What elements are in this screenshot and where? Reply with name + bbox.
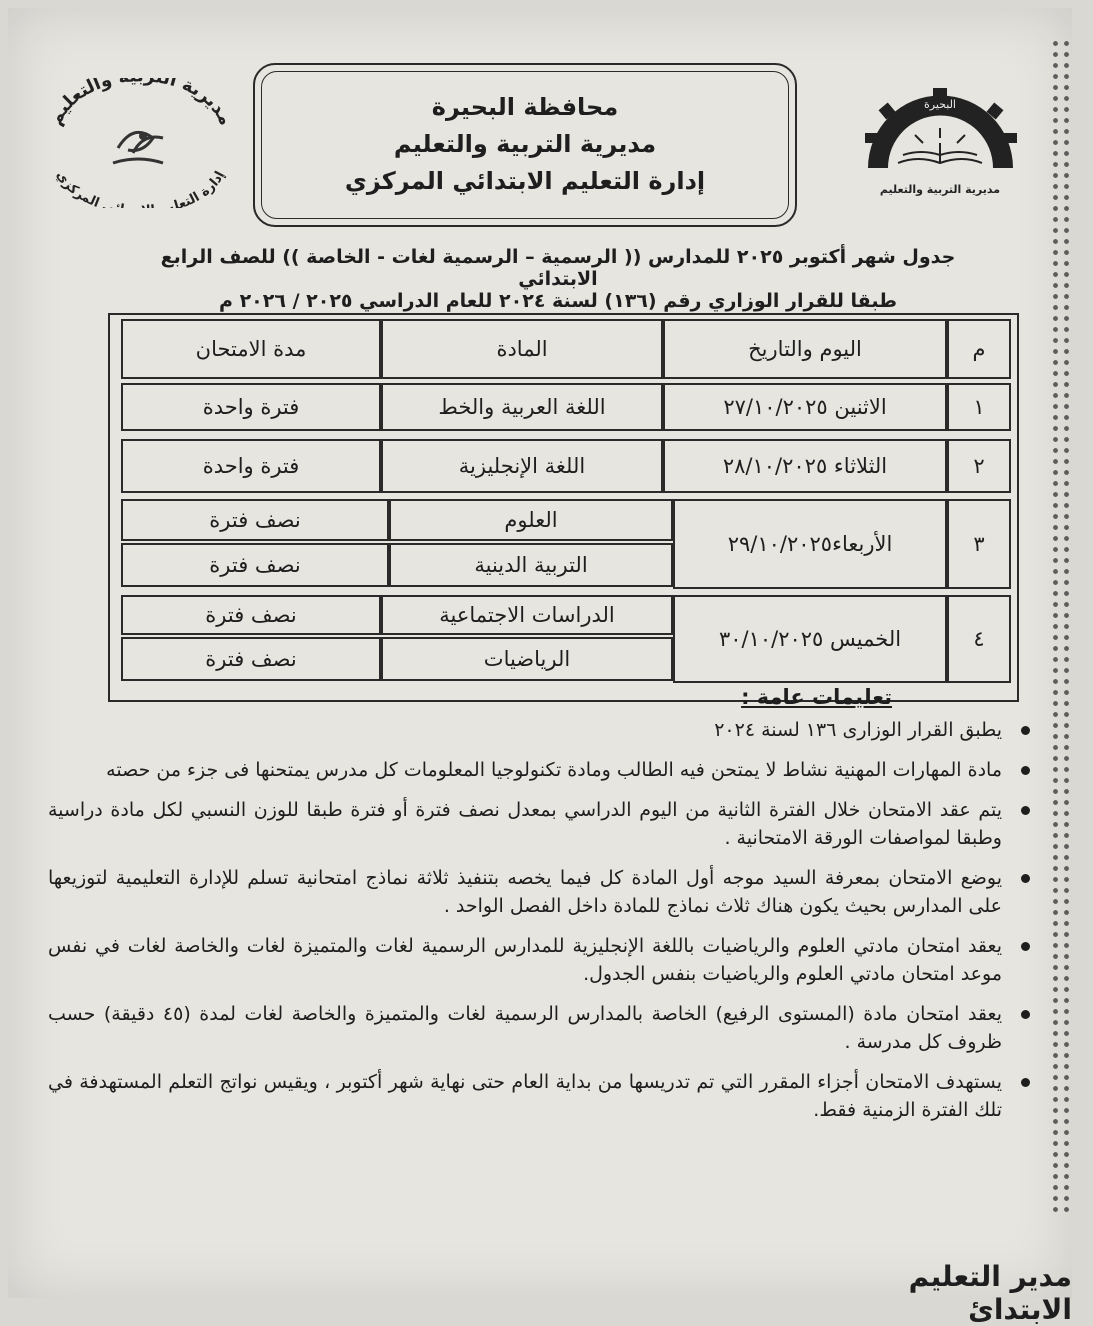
instructions-title: تعليمات عامة : [741,685,892,709]
svg-text:البحيرة: البحيرة [924,98,956,111]
left-logo [38,78,238,208]
instructions-list [48,716,1032,1136]
instruction-item: يعقد امتحان مادة (المستوى الرفيع) الخاصة بالمدارس الرسمية لغات والمتميزة والخاصة لغات لمدة (٤٥ دقيقة) حسب ظروف كل مدرسة . [48,1000,1032,1056]
svg-text:مديرية التربية والتعليم: مديرية ال والتعليم [44,78,237,129]
instruction-item: يطبق القرار الوزارى ١٣٦ لسنة ٢٠٢٤ [48,716,1032,744]
gear-book-emblem-icon [853,83,1028,203]
bullet-icon [1021,1010,1030,1019]
instruction-item: يستهدف الامتحان أجزاء المقرر التي تم تدريسها من بداية العام حتى نهاية شهر أكتوبر ، ويقيس نواتج التعلم المستهدفة في تلك الفترة الزمنية فقط. [48,1068,1032,1124]
row-4a-duration: نصف فترة [121,595,381,635]
schedule-title [128,246,988,312]
bullet-icon [1021,942,1030,951]
instruction-item: يتم عقد الامتحان خلال الفترة الثانية من اليوم الدراسي بمعدل نصف فترة أو فترة طبقا للوزن النسبي لكل مادة دراسية وطبقا لمواصفات الورقة الامتحانية . [48,796,1032,852]
row-1-subject: اللغة العربية والخط [381,383,663,431]
row-4b-duration: نصف فترة [121,637,381,681]
svg-text:إدارة التعليم الابتدائي المركز: إدارة التعلي ي المركزي [52,168,229,208]
header-day-date: اليوم والتاريخ [663,319,947,379]
row-4-day-date: الخميس ٣٠/١٠/٢٠٢٥ [673,595,947,683]
bullet-icon [1021,874,1030,883]
decorative-dotted-border [1050,38,1072,1218]
instruction-item: يوضع الامتحان بمعرفة السيد موجه أول المادة كل فيما يخصه بتنفيذ ثلاثة نماذج امتحانية تسلم للإدارة التعليمية لتوزيعها على المدارس بحيث يكون هناك ثلاث نماذج للمادة داخل الفصل الواحد . [48,864,1032,920]
row-2-duration: فترة واحدة [121,439,381,493]
header-num: م [947,319,1011,379]
instruction-item: مادة المهارات المهنية نشاط لا يمتحن فيه الطالب ومادة تكنولوجيا المعلومات كل مدرس يمتحنها فى جزء من حصته [48,756,1032,784]
instruction-item: يعقد امتحان مادتي العلوم والرياضيات باللغة الإنجليزية للمدارس الرسمية لغات والمتميزة لغات والخاصة لغات في نفس موعد امتحان مادتي العلوم والرياضيات بنفس الجدول. [48,932,1032,988]
exam-schedule-table [108,313,1019,702]
header-subject: المادة [381,319,663,379]
bullet-icon [1021,766,1030,775]
row-2-day-date: الثلاثاء ٢٨/١٠/٢٠٢٥ [663,439,947,493]
document-page [8,8,1072,1326]
svg-text:مديرية التربية والتعليم: مديرية التربية والتعليم [879,183,1001,196]
row-2-subject: اللغة الإنجليزية [381,439,663,493]
bullet-icon [1021,806,1030,815]
right-logo [853,83,1028,203]
title-line-1: جدول شهر أكتوبر ٢٠٢٥ للمدارس (( الرسمية – الرسمية لغات - الخاصة )) للصف الرابع الابتدائي [160,246,956,290]
bullet-icon [1021,1078,1030,1087]
row-4a-subject: الدراسات الاجتماعية [381,595,673,635]
row-1-duration: فترة واحدة [121,383,381,431]
row-4-num: ٤ [947,595,1011,683]
row-3-num: ٣ [947,499,1011,589]
header-frame [253,63,797,227]
row-3a-duration: نصف فترة [121,499,389,541]
row-3b-subject: التربية الدينية [389,543,673,587]
directorate-name: مديرية التربية والتعليم [393,130,657,158]
administration-name: إدارة التعليم الابتدائي المركزي [344,167,706,195]
title-line-2: طبقا للقرار الوزاري رقم (١٣٦) لسنة ٢٠٢٤ للعام الدراسي ٢٠٢٥ / ٢٠٢٦ م [219,290,897,312]
row-3a-subject: العلوم [389,499,673,541]
signature-title: مدير التعليم الابتدائ [908,1260,1072,1326]
row-4b-subject: الرياضيات [381,637,673,681]
header-duration: مدة الامتحان [121,319,381,379]
governorate-name: محافظة البحيرة [431,93,619,121]
row-3-day-date: الأربعاء٢٩/١٠/٢٠٢٥ [673,499,947,589]
row-1-day-date: الاثنين ٢٧/١٠/٢٠٢٥ [663,383,947,431]
row-3b-duration: نصف فترة [121,543,389,587]
row-1-num: ١ [947,383,1011,431]
education-emblem-icon [38,78,238,208]
bullet-icon [1021,726,1030,735]
row-2-num: ٢ [947,439,1011,493]
